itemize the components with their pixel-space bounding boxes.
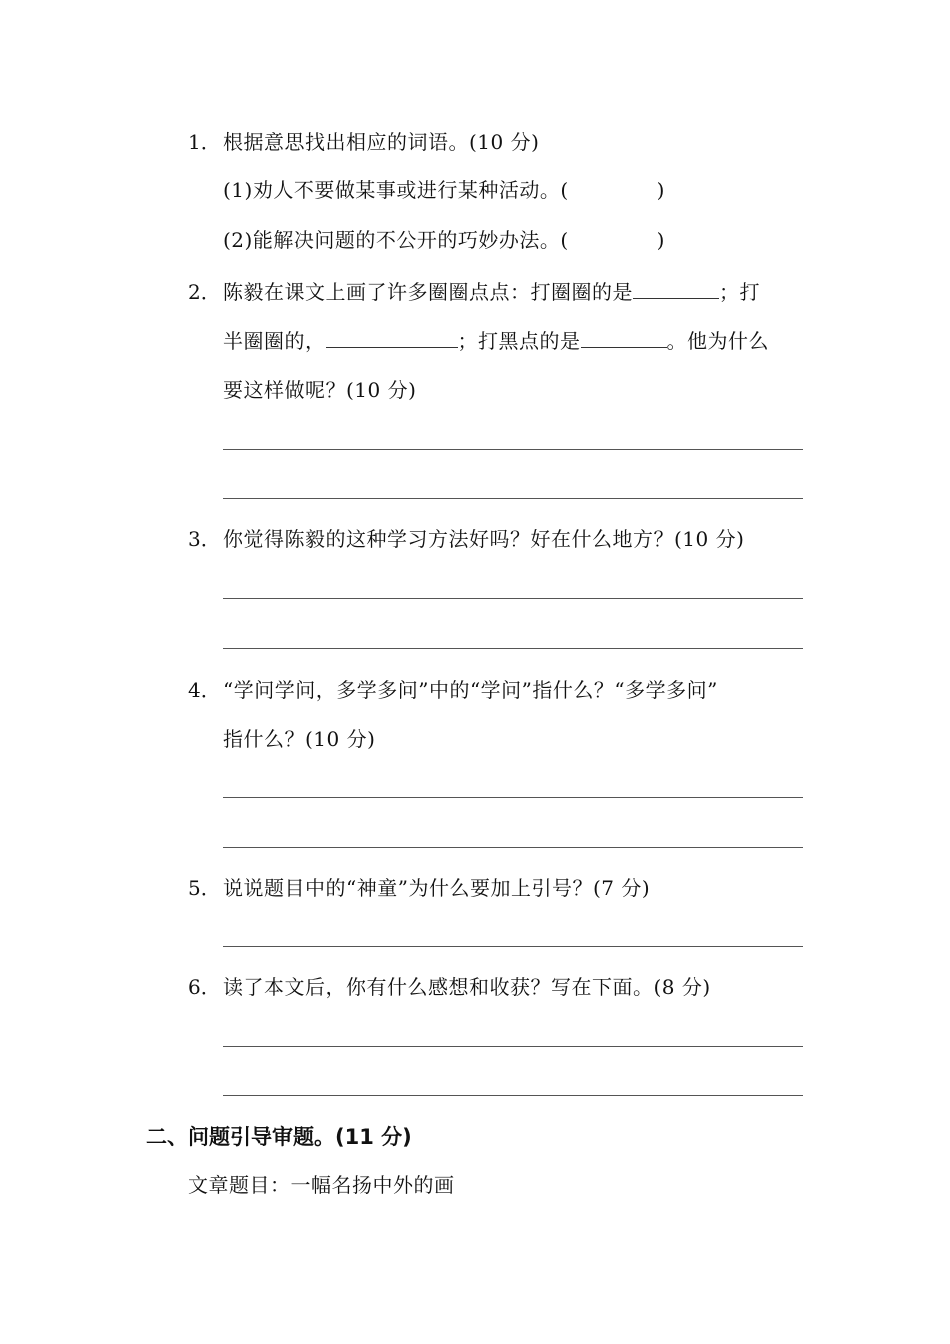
close-paren: ) bbox=[656, 228, 665, 252]
answer-line[interactable] bbox=[223, 648, 803, 649]
question-text bbox=[223, 329, 769, 353]
answer-line[interactable] bbox=[223, 598, 803, 599]
question-text: 你觉得陈毅的这种学习方法好吗？好在什么地方？(10 分) bbox=[223, 527, 745, 551]
question-text: 指什么？(10 分) bbox=[223, 727, 376, 751]
fill-blank[interactable] bbox=[633, 280, 719, 299]
question-text: 根据意思找出相应的词语。(10 分) bbox=[223, 130, 540, 154]
subitem-text bbox=[223, 178, 665, 202]
question-text: 要这样做呢？(10 分) bbox=[223, 378, 417, 402]
text-span: 。他为什么 bbox=[666, 329, 769, 353]
text-span: ；打黑点的是 bbox=[457, 329, 581, 353]
answer-line[interactable] bbox=[223, 498, 803, 499]
close-paren: ) bbox=[656, 178, 665, 202]
question-number: 4． bbox=[188, 678, 221, 702]
question-text: “学问学问，多学多问”中的“学问”指什么？“多学多问” bbox=[223, 678, 718, 702]
subitem-text bbox=[223, 228, 665, 252]
answer-line[interactable] bbox=[223, 946, 803, 947]
text-span: 半圈圈的， bbox=[223, 329, 326, 353]
answer-line[interactable] bbox=[223, 1046, 803, 1047]
answer-line[interactable] bbox=[223, 1095, 803, 1096]
answer-line[interactable] bbox=[223, 797, 803, 798]
question-text bbox=[223, 280, 760, 304]
question-number: 3． bbox=[188, 527, 221, 551]
fill-blank[interactable] bbox=[581, 329, 667, 348]
text-span: 陈毅在课文上画了许多圈圈点点：打圈圈的是 bbox=[223, 280, 633, 304]
subitem-label: (1)劝人不要做某事或进行某种活动。( bbox=[223, 178, 569, 202]
question-number: 1． bbox=[188, 130, 221, 154]
fill-blank[interactable] bbox=[326, 329, 458, 348]
section-heading: 二、问题引导审题。(11 分) bbox=[146, 1125, 412, 1149]
question-number: 6． bbox=[188, 975, 221, 999]
article-title: 文章题目：一幅名扬中外的画 bbox=[188, 1173, 455, 1197]
answer-line[interactable] bbox=[223, 847, 803, 848]
answer-line[interactable] bbox=[223, 449, 803, 450]
question-number: 5． bbox=[188, 876, 221, 900]
question-text: 读了本文后，你有什么感想和收获？写在下面。(8 分) bbox=[223, 975, 711, 999]
question-text: 说说题目中的“神童”为什么要加上引号？(7 分) bbox=[223, 876, 651, 900]
question-number: 2． bbox=[188, 280, 221, 304]
subitem-label: (2)能解决问题的不公开的巧妙办法。( bbox=[223, 228, 569, 252]
text-span: ；打 bbox=[719, 280, 760, 304]
